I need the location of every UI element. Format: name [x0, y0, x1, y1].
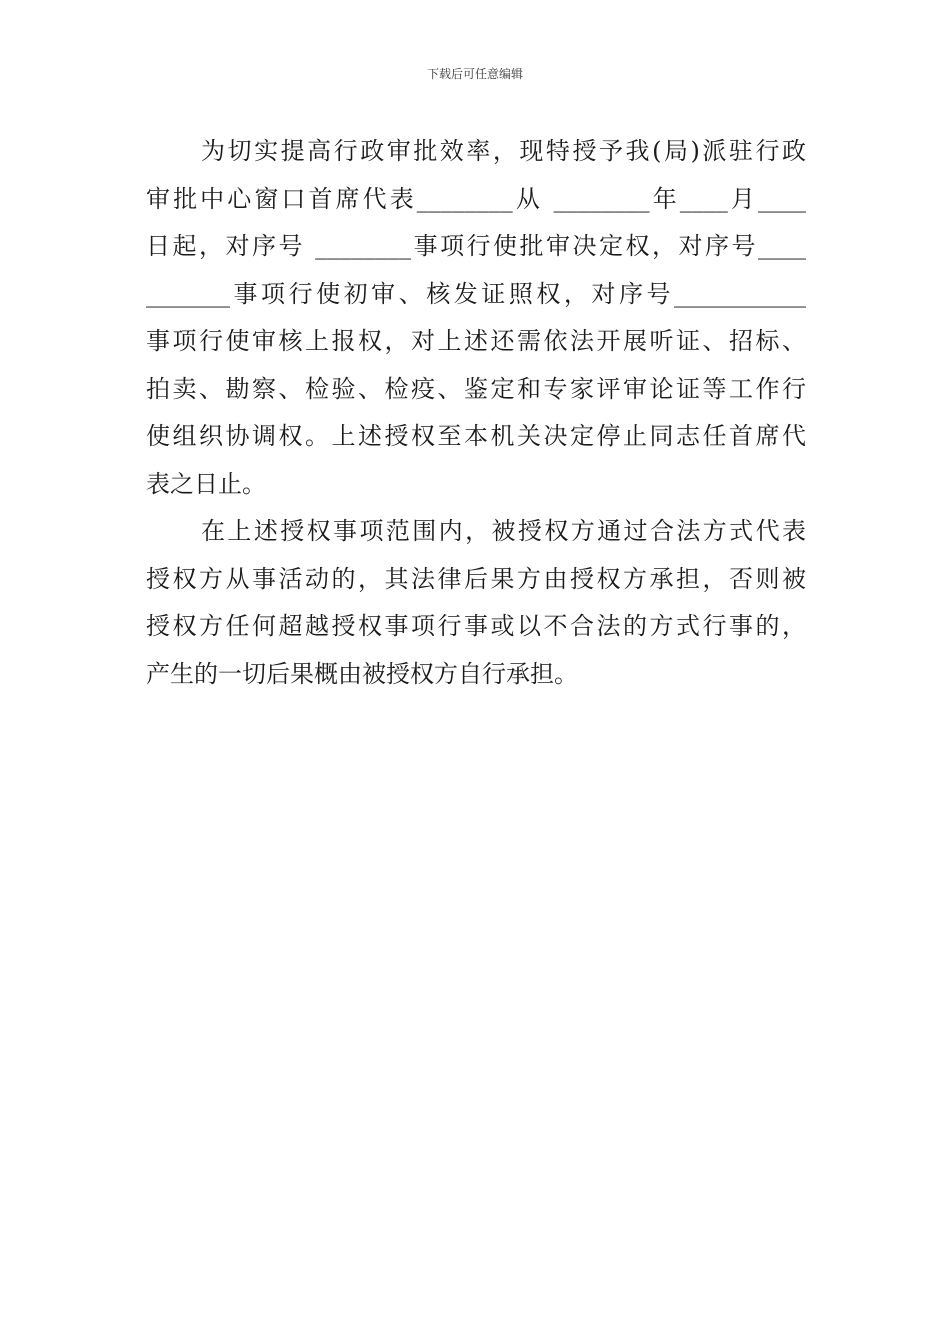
- document-body: [146, 128, 806, 698]
- text-line: 授权方任何超越授权事项行事或以不合法的方式行事的，: [146, 612, 806, 640]
- text-line: 在上述授权事项范围内，被授权方通过合法方式代表: [201, 517, 806, 545]
- paragraph-authorization: [146, 128, 806, 508]
- text-line: 使组织协调权。上述授权至本机关决定停止同志任首席代: [146, 422, 806, 450]
- text-line: 事项行使审核上报权，对上述还需依法开展听证、招标、: [146, 327, 806, 355]
- paragraph-liability: [146, 508, 806, 698]
- text-line: 为切实提高行政审批效率，现特授予我(局)派驻行政: [201, 137, 806, 165]
- text-line: 拍卖、勘察、检验、检疫、鉴定和专家评审论证等工作行: [146, 374, 806, 403]
- text-line: 表之日止。: [146, 469, 266, 498]
- text-line: 授权方从事活动的，其法律后果方由授权方承担，否则被: [146, 564, 806, 593]
- page-header: 下载后可任意编辑: [426, 67, 523, 81]
- text-line: 日起，对序号 ________事项行使批审决定权，对序号____: [146, 232, 806, 260]
- text-line: _______事项行使初审、核发证照权，对序号___________: [146, 279, 806, 308]
- text-line: 审批中心窗口首席代表________从 ________年____月____: [146, 184, 806, 213]
- text-line: 产生的一切后果概由被授权方自行承担。: [146, 659, 578, 688]
